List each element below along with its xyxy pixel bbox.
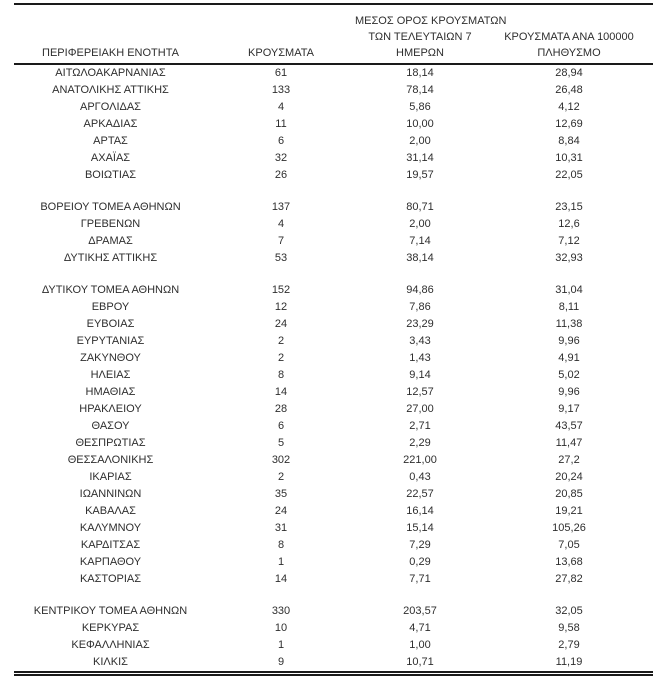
cell-cases: 35 xyxy=(274,488,288,500)
column-header-line: ΚΡΟΥΣΜΑΤΑ xyxy=(248,47,314,59)
table-row xyxy=(14,250,653,267)
cell-cases: 133 xyxy=(271,84,291,96)
cell-region: ΕΥΒΟΙΑΣ xyxy=(86,318,135,330)
cell-avg7: 31,14 xyxy=(406,152,434,164)
cell-region: ΑΡΚΑΔΙΑΣ xyxy=(83,118,138,130)
cell-cases: 152 xyxy=(271,284,291,296)
cell-per100k: 11,19 xyxy=(555,656,583,668)
cell-region: ΚΕΡΚΥΡΑΣ xyxy=(81,622,140,634)
table-row xyxy=(14,233,653,250)
regional-cases-table xyxy=(14,3,653,676)
cell-avg7: 4,71 xyxy=(409,622,431,634)
cell-avg7: 80,71 xyxy=(406,201,434,213)
cell-avg7: 221,00 xyxy=(403,454,437,466)
cell-cases: 8 xyxy=(277,369,285,381)
cell-cases: 1 xyxy=(277,639,285,651)
table-row xyxy=(14,435,653,452)
cell-avg7: 7,29 xyxy=(409,539,431,551)
cell-cases: 61 xyxy=(274,67,288,79)
header-row xyxy=(14,4,653,64)
table-header xyxy=(14,4,653,64)
cell-cases: 4 xyxy=(277,218,285,230)
cell-cases: 1 xyxy=(277,556,285,568)
cell-cases: 2 xyxy=(277,352,285,364)
cell-region: ΘΕΣΠΡΩΤΙΑΣ xyxy=(75,437,146,449)
cell-cases: 32 xyxy=(274,152,288,164)
group-spacer-row xyxy=(14,267,653,282)
cell-per100k: 11,47 xyxy=(555,437,583,449)
cell-per100k: 20,24 xyxy=(555,471,583,483)
cell-per100k: 20,85 xyxy=(555,488,583,500)
table-row xyxy=(14,486,653,503)
cell-per100k: 28,94 xyxy=(555,67,583,79)
table-row xyxy=(14,571,653,588)
column-header-line: ΤΩΝ ΤΕΛΕΥΤΑΙΩΝ 7 xyxy=(368,31,472,43)
cell-region: ΓΡΕΒΕΝΩΝ xyxy=(80,218,141,230)
table-row xyxy=(14,316,653,333)
cell-per100k: 31,04 xyxy=(555,284,583,296)
table-row xyxy=(14,167,653,184)
cell-cases: 9 xyxy=(277,656,285,668)
cell-per100k: 8,11 xyxy=(558,301,580,313)
table-row xyxy=(14,216,653,233)
group-spacer-cell xyxy=(14,184,653,199)
cell-per100k: 4,12 xyxy=(558,101,580,113)
table-row xyxy=(14,503,653,520)
cell-cases: 28 xyxy=(274,403,288,415)
cell-per100k: 105,26 xyxy=(552,522,586,534)
table-row xyxy=(14,99,653,116)
table-row xyxy=(14,282,653,299)
cell-region: ΒΟΙΩΤΙΑΣ xyxy=(84,169,137,181)
cell-avg7: 22,57 xyxy=(406,488,434,500)
cell-per100k: 43,57 xyxy=(555,420,583,432)
cell-avg7: 5,86 xyxy=(409,101,431,113)
column-header-cases xyxy=(207,4,355,64)
column-header-line: ΗΜΕΡΩΝ xyxy=(396,47,444,59)
cell-avg7: 10,00 xyxy=(406,118,434,130)
cell-region: ΗΜΑΘΙΑΣ xyxy=(85,386,136,398)
cell-avg7: 0,43 xyxy=(409,471,431,483)
table-row xyxy=(14,637,653,654)
table-row xyxy=(14,116,653,133)
table-row xyxy=(14,199,653,216)
cell-avg7: 16,14 xyxy=(406,505,434,517)
cell-region: ΚΕΦΑΛΛΗΝΙΑΣ xyxy=(71,639,150,651)
table-row xyxy=(14,603,653,620)
cell-region: ΔΥΤΙΚΟΥ ΤΟΜΕΑ ΑΘΗΝΩΝ xyxy=(41,284,180,296)
column-header-per100k xyxy=(485,4,653,64)
cell-cases: 26 xyxy=(274,169,288,181)
cell-region: ΘΑΣΟΥ xyxy=(91,420,130,432)
table-body xyxy=(14,64,653,674)
cell-region: ΔΥΤΙΚΗΣ ΑΤΤΙΚΗΣ xyxy=(63,252,158,264)
table-row xyxy=(14,150,653,167)
cell-cases: 302 xyxy=(271,454,291,466)
cell-region: ΑΡΓΟΛΙΔΑΣ xyxy=(80,101,141,113)
table-row xyxy=(14,452,653,469)
column-header-line: ΜΕΣΟΣ ΟΡΟΣ ΚΡΟΥΣΜΑΤΩΝ xyxy=(355,15,507,27)
table-row xyxy=(14,654,653,674)
cell-per100k: 5,02 xyxy=(558,369,580,381)
cell-region: ΚΑΒΑΛΑΣ xyxy=(85,505,136,517)
group-spacer-cell xyxy=(14,588,653,603)
cell-per100k: 22,05 xyxy=(555,169,583,181)
cell-per100k: 4,91 xyxy=(558,352,580,364)
table-row xyxy=(14,384,653,401)
cell-per100k: 19,21 xyxy=(555,505,583,517)
cell-avg7: 78,14 xyxy=(406,84,434,96)
cell-per100k: 32,93 xyxy=(555,252,583,264)
cell-avg7: 7,86 xyxy=(409,301,431,313)
group-spacer-cell xyxy=(14,267,653,282)
cell-avg7: 2,00 xyxy=(409,135,431,147)
cell-region: ΚΑΡΔΙΤΣΑΣ xyxy=(80,539,141,551)
cell-avg7: 3,43 xyxy=(409,335,431,347)
cell-avg7: 7,14 xyxy=(409,235,431,247)
cell-avg7: 10,71 xyxy=(406,656,434,668)
table-row xyxy=(14,367,653,384)
cell-cases: 330 xyxy=(271,605,291,617)
cell-per100k: 13,68 xyxy=(555,556,583,568)
cell-cases: 5 xyxy=(277,437,285,449)
cell-per100k: 8,84 xyxy=(558,135,580,147)
table-row xyxy=(14,350,653,367)
table-row xyxy=(14,299,653,316)
table-row xyxy=(14,469,653,486)
cell-region: ΚΑΣΤΟΡΙΑΣ xyxy=(79,573,142,585)
cell-region: ΕΒΡΟΥ xyxy=(91,301,130,313)
cell-per100k: 26,48 xyxy=(555,84,583,96)
cell-cases: 14 xyxy=(274,386,288,398)
table-row xyxy=(14,554,653,571)
cell-region: ΚΕΝΤΡΙΚΟΥ ΤΟΜΕΑ ΑΘΗΝΩΝ xyxy=(33,605,188,617)
cell-cases: 10 xyxy=(274,622,288,634)
cell-cases: 31 xyxy=(274,522,288,534)
cell-per100k: 9,96 xyxy=(558,335,580,347)
cell-avg7: 23,29 xyxy=(406,318,434,330)
cell-cases: 8 xyxy=(277,539,285,551)
cell-avg7: 12,57 xyxy=(406,386,434,398)
table-row xyxy=(14,520,653,537)
cell-per100k: 9,58 xyxy=(558,622,580,634)
cell-cases: 137 xyxy=(271,201,291,213)
cell-region: ΚΑΡΠΑΘΟΥ xyxy=(79,556,142,568)
cell-per100k: 9,17 xyxy=(558,403,580,415)
cell-region: ΔΡΑΜΑΣ xyxy=(88,235,133,247)
group-spacer-row xyxy=(14,588,653,603)
cell-cases: 2 xyxy=(277,471,285,483)
cell-region: ΙΩΑΝΝΙΝΩΝ xyxy=(79,488,142,500)
cell-per100k: 27,2 xyxy=(558,454,580,466)
cell-avg7: 9,14 xyxy=(409,369,431,381)
cell-cases: 24 xyxy=(274,505,288,517)
column-header-line: ΚΡΟΥΣΜΑΤΑ ΑΝΑ 100000 xyxy=(504,31,634,43)
cell-region: ΒΟΡΕΙΟΥ ΤΟΜΕΑ ΑΘΗΝΩΝ xyxy=(40,201,181,213)
cell-avg7: 15,14 xyxy=(406,522,434,534)
cell-region: ΑΝΑΤΟΛΙΚΗΣ ΑΤΤΙΚΗΣ xyxy=(52,84,169,96)
cell-region: ΗΛΕΙΑΣ xyxy=(90,369,131,381)
cell-region: ΙΚΑΡΙΑΣ xyxy=(89,471,132,483)
table-row xyxy=(14,620,653,637)
column-header-line: ΠΕΡΙΦΕΡΕΙΑΚΗ ΕΝΟΤΗΤΑ xyxy=(42,47,179,59)
table-row xyxy=(14,82,653,99)
cell-avg7: 1,43 xyxy=(409,352,431,364)
cell-per100k: 23,15 xyxy=(555,201,583,213)
cell-region: ΚΙΛΚΙΣ xyxy=(93,656,128,668)
cell-region: ΕΥΡΥΤΑΝΙΑΣ xyxy=(76,335,145,347)
cell-per100k: 7,05 xyxy=(558,539,580,551)
cell-region: ΑΧΑΪΑΣ xyxy=(90,152,131,164)
cell-region: ΖΑΚΥΝΘΟΥ xyxy=(80,352,141,364)
cell-region: ΘΕΣΣΑΛΟΝΙΚΗΣ xyxy=(67,454,154,466)
cell-per100k: 11,38 xyxy=(555,318,583,330)
cell-per100k: 7,12 xyxy=(558,235,580,247)
cell-cases: 12 xyxy=(274,301,288,313)
cell-cases: 11 xyxy=(275,118,287,130)
cell-per100k: 10,31 xyxy=(555,152,583,164)
cell-cases: 7 xyxy=(277,235,285,247)
cell-avg7: 2,00 xyxy=(409,218,431,230)
cell-region: ΚΑΛΥΜΝΟΥ xyxy=(79,522,142,534)
cell-per100k: 27,82 xyxy=(555,573,583,585)
cell-avg7: 27,00 xyxy=(406,403,434,415)
cell-avg7: 1,00 xyxy=(409,639,431,651)
group-spacer-row xyxy=(14,184,653,199)
cell-cases: 6 xyxy=(277,420,285,432)
cell-cases: 2 xyxy=(277,335,285,347)
cell-cases: 24 xyxy=(274,318,288,330)
cell-region: ΗΡΑΚΛΕΙΟΥ xyxy=(79,403,142,415)
cell-avg7: 94,86 xyxy=(406,284,434,296)
column-header-line: ΠΛΗΘΥΣΜΟ xyxy=(537,47,601,59)
cell-cases: 6 xyxy=(277,135,285,147)
table-row xyxy=(14,333,653,350)
table-row xyxy=(14,133,653,150)
table-row xyxy=(14,418,653,435)
cell-per100k: 12,6 xyxy=(558,218,580,230)
cell-per100k: 12,69 xyxy=(555,118,583,130)
table-row xyxy=(14,64,653,82)
cell-avg7: 38,14 xyxy=(406,252,434,264)
cell-per100k: 9,96 xyxy=(558,386,580,398)
cell-region: ΑΙΤΩΛΟΑΚΑΡΝΑΝΙΑΣ xyxy=(55,67,166,79)
cell-avg7: 2,71 xyxy=(409,420,431,432)
cell-avg7: 203,57 xyxy=(403,605,437,617)
table-row xyxy=(14,537,653,554)
cell-region: ΑΡΤΑΣ xyxy=(93,135,128,147)
cell-avg7: 18,14 xyxy=(406,67,434,79)
cell-avg7: 2,29 xyxy=(409,437,431,449)
cell-per100k: 2,79 xyxy=(558,639,580,651)
cell-cases: 14 xyxy=(274,573,288,585)
cell-cases: 4 xyxy=(277,101,285,113)
column-header-region xyxy=(14,4,207,64)
table-row xyxy=(14,401,653,418)
cell-cases: 53 xyxy=(274,252,288,264)
cell-avg7: 19,57 xyxy=(406,169,434,181)
cell-avg7: 0,29 xyxy=(409,556,431,568)
cell-per100k: 32,05 xyxy=(555,605,583,617)
cell-avg7: 7,71 xyxy=(409,573,431,585)
column-header-avg7 xyxy=(355,4,507,64)
